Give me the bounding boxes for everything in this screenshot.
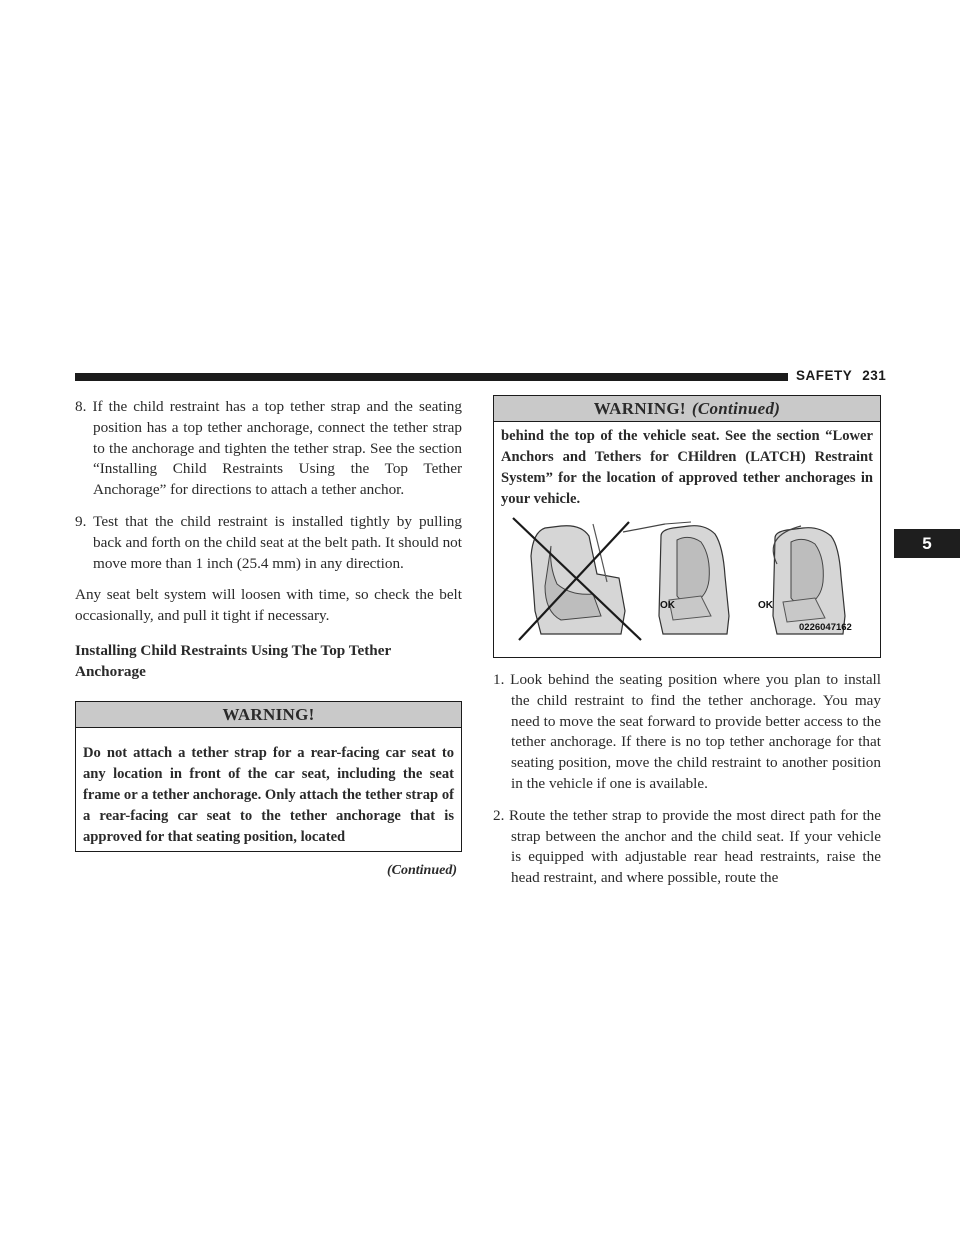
warning-text	[494, 422, 880, 657]
warning-box-continued	[493, 395, 881, 658]
page-number: 231	[862, 368, 887, 383]
list-text: Route the tether strap to provide the most direct path for the strap between the anchor and the child seat. If your vehicle is equipped with adjustable rear head restraints, raise the head restraint, and where possible, route the	[508, 806, 882, 887]
ok-label: OK	[660, 600, 675, 611]
chapter-tab: 5	[894, 529, 960, 558]
warning-box	[75, 701, 462, 852]
seat-illustration-ok-1	[659, 526, 729, 634]
list-text: Test that the child restraint is installed tightly by pulling back and forth on the child seat at the belt path. It should not move more than 1 inch (25.4 mm) in any direction.	[93, 512, 462, 572]
list-item	[493, 806, 881, 889]
body-paragraph: Any seat belt system will loosen with time, so check the belt occasionally, and pull it tight if necessary.	[75, 586, 462, 625]
warning-title	[494, 396, 880, 422]
running-header	[796, 368, 886, 383]
list-number: 1.	[493, 671, 505, 688]
list-number: 2.	[493, 806, 505, 824]
ok-label: OK	[758, 600, 773, 611]
figure-code: 0226047162	[799, 622, 852, 633]
continued-note: (Continued)	[386, 862, 457, 878]
section-title: SAFETY	[796, 368, 853, 383]
warning-title-text: WARNING!	[222, 704, 315, 724]
numbered-list	[493, 670, 881, 889]
list-text: If the child restraint has a top tether strap and the seating position has a top tether anchorage, connect the tether strap to the anchorage and tighten the tether strap. See the section “Installing Child Restraints Using the Top Tether Anchorage” for directions to attach a tether anchor.	[92, 398, 462, 499]
left-column	[75, 397, 462, 881]
header-rule	[75, 373, 788, 381]
list-item	[75, 512, 462, 574]
list-number: 9.	[75, 512, 87, 530]
warning-text: Do not attach a tether strap for a rear-facing car seat to any location in front of the car seat, including the seat frame or a tether anchorage. Only attach the tether strap of a rear-facing car seat to the tether anchorage that is approved for that seating position, located	[83, 744, 454, 845]
list-item	[493, 670, 881, 795]
warning-title	[76, 702, 461, 728]
warning-title-text: WARNING!	[593, 399, 686, 418]
list-number: 8.	[75, 398, 87, 415]
list-text: Look behind the seating position where you plan to install the child restraint to find the tether anchorage. You may need to move the seat forward to provide better access to the tether anchorage. If there is no top tether anchorage for that seating position, move the child restraint to another position in the vehicle if one is available.	[510, 671, 881, 792]
tether-figure	[501, 516, 873, 651]
section-heading: Installing Child Restraints Using The Top Tether Anchorage	[75, 641, 391, 680]
warning-continued-label: (Continued)	[691, 399, 781, 418]
seat-illustration-ok-2	[773, 526, 845, 634]
warning-body: behind the top of the vehicle seat. See the section “Lower Anchors and Tethers for CHildren (LATCH) Restraint System” for the location of approved tether anchorages in your vehicle.	[501, 428, 873, 507]
list-item	[75, 397, 462, 501]
child-seat-illustration	[501, 516, 873, 651]
right-column	[493, 395, 881, 900]
